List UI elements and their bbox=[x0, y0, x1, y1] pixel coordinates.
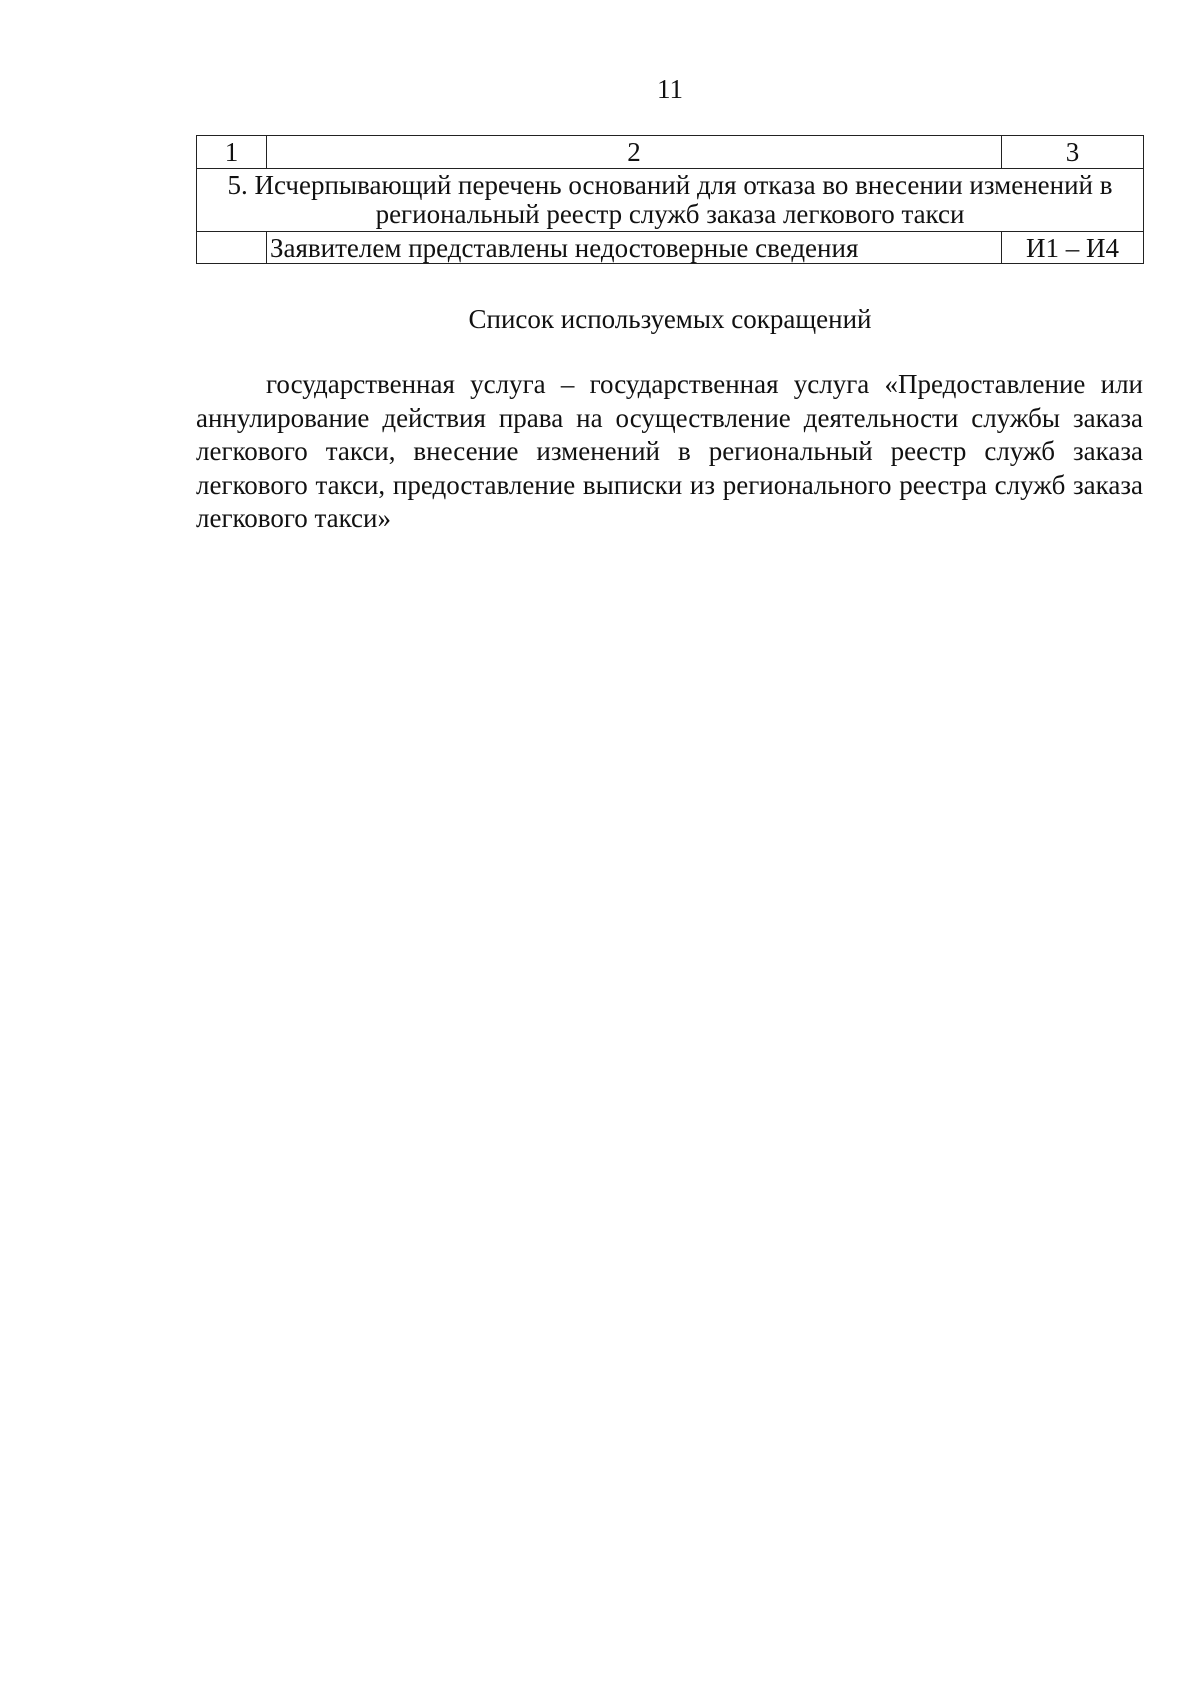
section-title: 5. Исчерпывающий перечень оснований для отказа во внесении изменений в региональный реестр служб заказа легкового такси bbox=[197, 169, 1144, 232]
table-cell-number bbox=[197, 232, 267, 264]
table-cell-ground: Заявителем представлены недостоверные сведения bbox=[267, 232, 1002, 264]
table-header-cell: 1 bbox=[197, 136, 267, 169]
table-section-row bbox=[197, 169, 1144, 232]
abbreviations-heading: Список используемых сокращений bbox=[468, 304, 872, 334]
table-header-cell: 2 bbox=[267, 136, 1002, 169]
grounds-table bbox=[196, 135, 1144, 264]
table-cell-code: И1 – И4 bbox=[1002, 232, 1144, 264]
abbreviation-definition: государственная услуга – государственная услуга «Предоставление или аннулирование действия права на осуществление деятельности службы заказа легкового такси, внесение изменений в региональный реестр служб заказа легкового такси, предоставление выписки из регионального реестра служб заказа легкового такси» bbox=[196, 369, 1143, 533]
table-header-cell: 3 bbox=[1002, 136, 1144, 169]
page-number: 11 bbox=[657, 74, 683, 104]
table-header-row bbox=[197, 136, 1144, 169]
table-row bbox=[197, 232, 1144, 264]
